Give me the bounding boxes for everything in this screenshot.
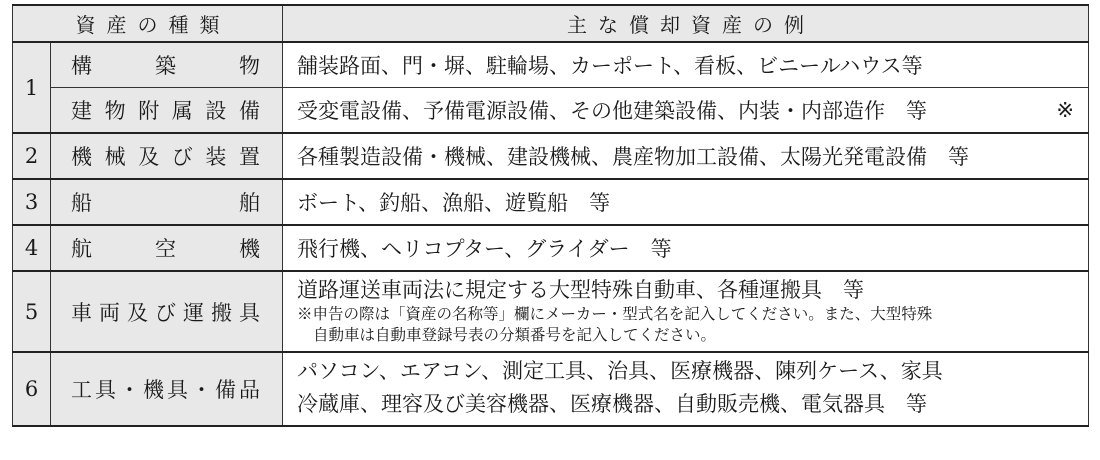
asset-type-char: 車 [71, 300, 92, 325]
row-number: 1 [13, 42, 51, 133]
asset-type-char: 品 [239, 378, 260, 402]
asset-type-char: 設 [205, 99, 227, 123]
asset-type-char: 機 [239, 237, 260, 261]
asset-type-char: 附 [138, 99, 160, 123]
asset-example [283, 88, 1089, 134]
asset-example-text: 受変電設備、予備電源設備、その他建築設備、内装・内部造作 等 [297, 99, 927, 123]
asset-example [283, 352, 1089, 426]
asset-type-char: 工 [71, 378, 92, 402]
table-row [13, 352, 1089, 426]
asset-type-char: 具 [167, 378, 188, 402]
asset-type-char: 属 [171, 99, 193, 123]
depreciable-assets-table [12, 4, 1089, 427]
table-row [13, 42, 1089, 88]
asset-type-char: 船 [71, 191, 92, 215]
asset-type-char: 及 [127, 300, 148, 325]
asset-type-char: 両 [99, 300, 120, 325]
row-number: 5 [13, 271, 51, 352]
asset-example [283, 271, 1089, 352]
row-number: 2 [13, 133, 51, 179]
table-row [13, 133, 1089, 179]
header-asset-type: 資産の種類 [13, 5, 283, 42]
asset-type-char: 置 [238, 145, 260, 169]
asset-type-char: 具 [95, 378, 116, 402]
asset-type-char: 物 [239, 54, 260, 78]
note-mark: ※ [1056, 98, 1074, 122]
asset-type-char: 築 [155, 54, 176, 78]
asset-type-char: 機 [143, 378, 164, 402]
row-number: 3 [13, 179, 51, 225]
asset-type [51, 225, 283, 271]
filing-note [297, 304, 1074, 346]
asset-type-char: 物 [104, 99, 126, 123]
header-asset-examples: 主な償却資産の例 [283, 5, 1089, 42]
asset-type-char: び [155, 300, 176, 325]
asset-type-char: 備 [215, 378, 236, 402]
asset-type-char: ・ [119, 378, 140, 402]
asset-type-char: 具 [239, 300, 260, 325]
asset-example: ボート、釣船、漁船、遊覧船 等 [283, 179, 1089, 225]
filing-note-line: ※申告の際は「資産の名称等」欄にメーカー・型式名を記入してください。また、大型特殊 [297, 305, 933, 323]
asset-type [51, 179, 283, 225]
asset-type-char: 建 [71, 99, 92, 123]
row-number: 6 [13, 352, 51, 426]
table-row [13, 179, 1089, 225]
row-number: 4 [13, 225, 51, 271]
asset-type-char: び [171, 145, 193, 169]
asset-example-line: パソコン、エアコン、測定工具、治具、医療機器、陳列ケース、家具 [297, 359, 943, 383]
table-row [13, 88, 1089, 134]
asset-type [51, 133, 283, 179]
asset-type-char: 舶 [239, 191, 260, 215]
asset-type-char: 運 [183, 300, 204, 325]
asset-type-char: 械 [104, 145, 126, 169]
asset-type-char: 機 [71, 145, 92, 169]
asset-example: 舗装路面、門・塀、駐輪場、カーポート、看板、ビニールハウス等 [283, 42, 1089, 88]
asset-type-char: 及 [138, 145, 160, 169]
asset-example: 飛行機、ヘリコプター、グライダー 等 [283, 225, 1089, 271]
header-row [13, 5, 1089, 42]
asset-example: 各種製造設備・機械、建設機械、農産物加工設備、太陽光発電設備 等 [283, 133, 1089, 179]
table-row [13, 271, 1089, 352]
filing-note-line: 自動車は自動車登録号表の分類番号を記入してください。 [313, 326, 717, 344]
asset-type-char: 搬 [211, 300, 232, 325]
asset-type [51, 352, 283, 426]
asset-type-char: 空 [155, 237, 176, 261]
asset-type-char: 構 [71, 54, 92, 78]
asset-example-line: 冷蔵庫、理容及び美容機器、医療機器、自動販売機、電気器具 等 [297, 392, 927, 416]
asset-type-char: 装 [205, 145, 227, 169]
table-row [13, 225, 1089, 271]
asset-example-text: 道路運送車両法に規定する大型特殊自動車、各種運搬具 等 [297, 278, 864, 302]
asset-type-char: 航 [71, 237, 92, 261]
asset-type-char: ・ [191, 378, 212, 402]
asset-type [51, 42, 283, 88]
asset-type-char: 備 [238, 99, 260, 123]
asset-type [51, 271, 283, 352]
asset-type [51, 88, 283, 134]
